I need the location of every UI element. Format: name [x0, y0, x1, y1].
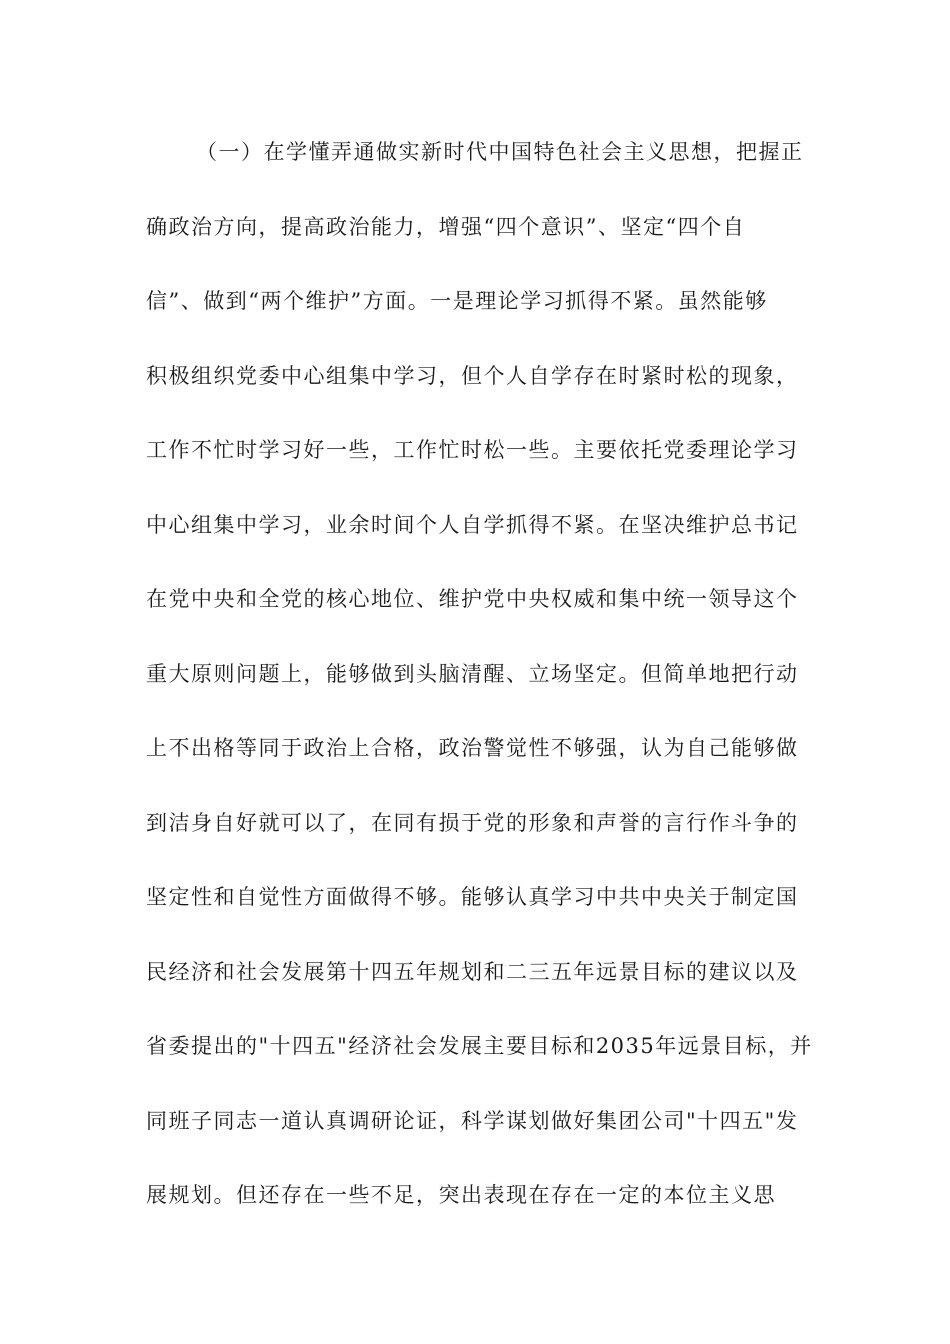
- paragraph-line: 到洁身自好就可以了，在同有损于党的形象和声誉的言行作斗争的: [146, 810, 799, 835]
- paragraph-line: 信”、做到“两个维护”方面。一是理论学习抓得不紧。虽然能够: [146, 289, 768, 313]
- paragraph-line: 坚定性和自觉性方面做得不够。能够认真学习中共中央关于制定国: [146, 885, 799, 909]
- paragraph-line: 省委提出的"十四五"经济社会发展主要目标和2035年远景目标，并: [146, 1034, 813, 1058]
- paragraph-line: 工作不忙时学习好一些，工作忙时松一些。主要依托党委理论学习: [146, 438, 799, 462]
- paragraph-line: （一）在学懂弄通做实新时代中国特色社会主义思想，把握正: [196, 140, 804, 164]
- paragraph-line: 中心组集中学习，业余时间个人自学抓得不紧。在坚决维护总书记: [146, 512, 799, 537]
- paragraph-line: 民经济和社会发展第十四五年规划和二三五年远景目标的建议以及: [146, 959, 799, 984]
- paragraph-line: 上不出格等同于政治上合格，政治警觉性不够强，认为自己能够做: [146, 736, 799, 760]
- paragraph-line: 在党中央和全党的核心地位、维护党中央权威和集中统一领导这个: [146, 587, 799, 611]
- paragraph-line: 同班子同志一道认真调研论证，科学谋划做好集团公司"十四五"发: [146, 1108, 799, 1133]
- paragraph-line: 重大原则问题上，能够做到头脑清醒、立场坚定。但简单地把行动: [146, 661, 799, 686]
- paragraph-line: 确政治方向，提高政治能力，增强“四个意识”、坚定“四个自: [146, 214, 746, 239]
- body-paragraph: [146, 130, 813, 1248]
- paragraph-line: 积极组织党委中心组集中学习，但个人自学存在时紧时松的现象，: [146, 363, 799, 388]
- paragraph-line: 展规划。但还存在一些不足，突出表现在存在一定的本位主义思: [146, 1183, 776, 1207]
